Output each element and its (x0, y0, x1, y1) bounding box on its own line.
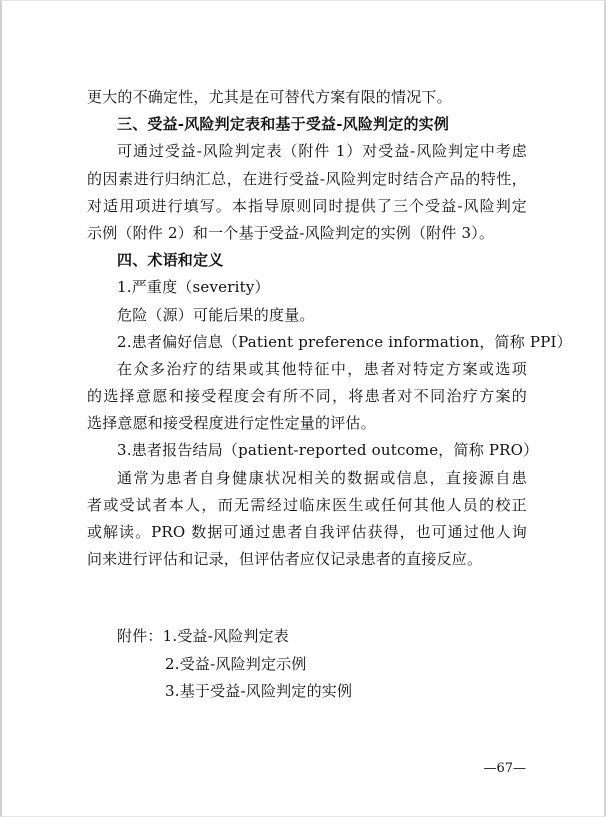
paragraph-line: 对适用项进行填写。本指导原则同时提供了三个受益-风险判定 (87, 196, 527, 215)
page-number: —67— (483, 761, 526, 776)
attachment-item-2: 2.受益-风险判定示例 (165, 654, 307, 673)
section-heading-4: 四、术语和定义 (117, 251, 224, 270)
section-heading-3: 三、受益-风险判定表和基于受益-风险判定的实例 (117, 115, 450, 134)
term-definition-1: 危险（源）可能后果的度量。 (117, 305, 315, 324)
paragraph-line: 问来进行评估和记录，但评估者应仅记录患者的直接反应。 (87, 550, 483, 569)
paragraph-line: 选择意愿和接受程度进行定性定量的评估。 (87, 414, 376, 433)
paragraph-line: 示例（附件 2）和一个基于受益-风险判定的实例（附件 3）。 (87, 223, 495, 242)
attachment-list (87, 623, 527, 650)
document-body (87, 84, 572, 705)
paragraph-line: 的选择意愿和接受程度会有所不同，将患者对不同治疗方案的 (87, 387, 527, 406)
term-title-1: 1.严重度（severity） (117, 278, 270, 297)
attachment-item-1: 1.受益-风险判定表 (162, 627, 289, 646)
paragraph-line: 更大的不确定性，尤其是在可替代方案有限的情况下。 (87, 88, 452, 106)
attachment-item-3: 3.基于受益-风险判定的实例 (165, 681, 353, 700)
paragraph-line: 或解读。PRO 数据可通过患者自我评估获得，也可通过他人询 (87, 523, 527, 541)
paragraph-line: 者或受试者本人，而无需经过临床医生或任何其他人员的校正 (87, 495, 527, 514)
term-title-2: 2.患者偏好信息（Patient preference information，简称 PPI） (117, 332, 572, 351)
term-title-3: 3.患者报告结局（patient-reported outcome，简称 PRO） (117, 441, 539, 460)
attachment-label: 附件： (117, 627, 163, 646)
paragraph-line: 的因素进行归纳汇总，在进行受益-风险判定时结合产品的特性， (87, 169, 527, 188)
spacer (87, 573, 527, 623)
paragraph-line: 可通过受益-风险判定表（附件 1）对受益-风险判定中考虑 (117, 142, 527, 161)
paragraph-line: 在众多治疗的结果或其他特征中，患者对特定方案或选项 (117, 359, 527, 378)
paragraph-line: 通常为患者自身健康状况相关的数据或信息，直接源自患 (117, 468, 527, 487)
